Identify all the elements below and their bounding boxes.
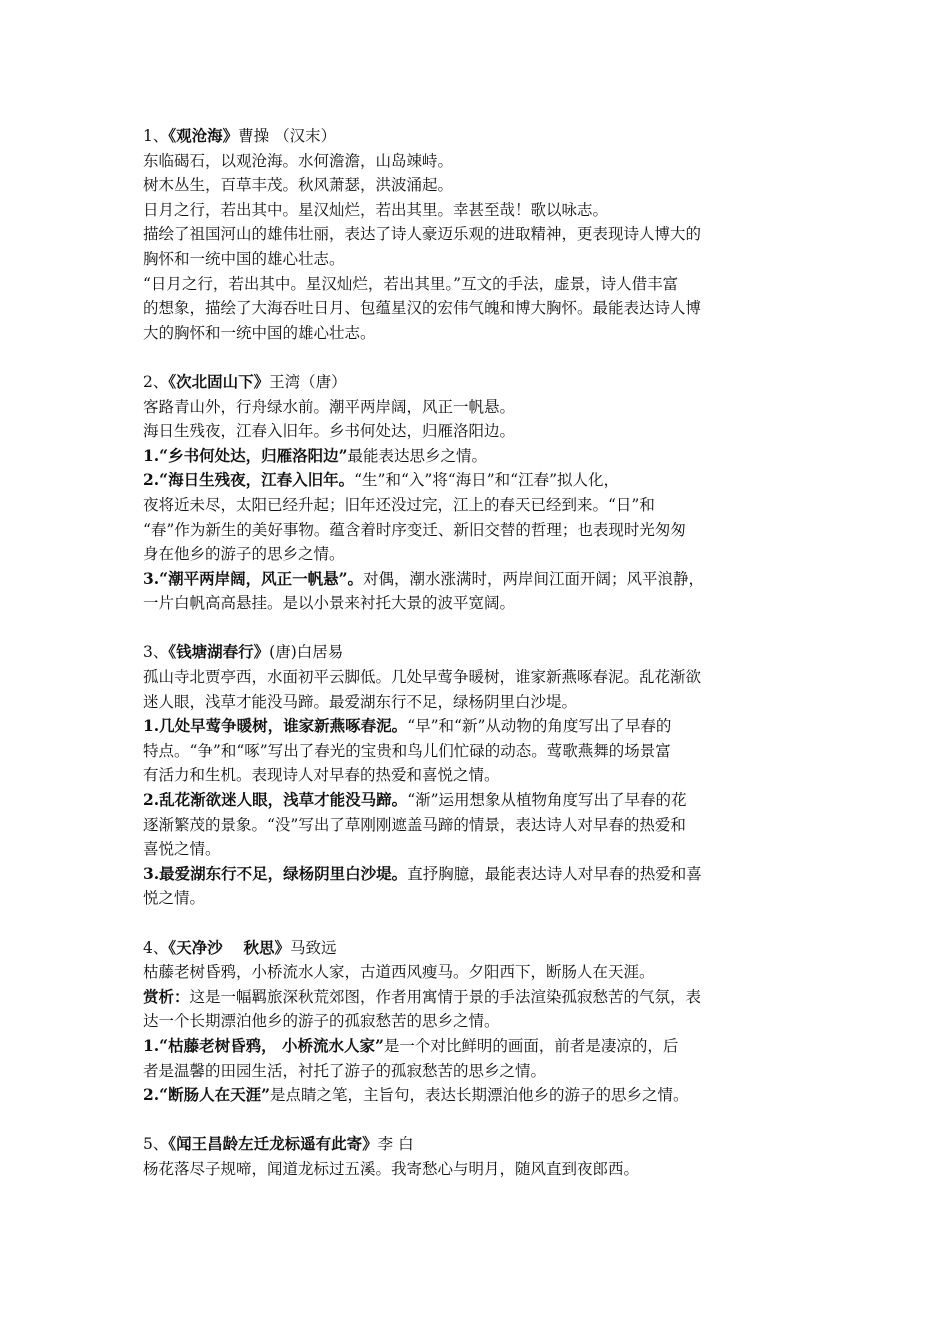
poem-line: 客路青山外，行舟绿水前。潮平两岸阔，风正一帆悬。 bbox=[143, 397, 516, 416]
note-line: 描绘了祖国河山的雄伟壮丽，表达了诗人豪迈乐观的进取精神，更表现诗人博大的 bbox=[143, 225, 702, 244]
analysis-line: “春”作为新生的美好事物。蕴含着时序变迁、新旧交替的哲理；也表现时光匆匆 bbox=[143, 520, 686, 539]
analysis-quote: 2.乱花渐欲迷人眼，浅草才能没马蹄。 bbox=[143, 790, 408, 810]
poem-section-5 bbox=[143, 1132, 813, 1181]
analysis-line bbox=[143, 468, 813, 493]
section-heading bbox=[143, 936, 813, 961]
analysis-quote: 2.“断肠人在天涯” bbox=[143, 1085, 271, 1105]
section-number: 4、 bbox=[143, 938, 169, 957]
section-heading bbox=[143, 124, 813, 149]
poem-section-1 bbox=[143, 124, 813, 345]
section-heading bbox=[143, 1132, 813, 1157]
poem-section-4 bbox=[143, 936, 813, 1108]
analysis-line bbox=[143, 985, 813, 1010]
poem-line: 日月之行，若出其中。星汉灿烂，若出其里。幸甚至哉！歌以咏志。 bbox=[143, 200, 609, 219]
section-number: 5、 bbox=[143, 1135, 169, 1154]
poem-section-3 bbox=[143, 640, 813, 911]
poem-line: 杨花落尽子规啼，闻道龙标过五溪。我寄愁心与明月，随风直到夜郎西。 bbox=[143, 1159, 640, 1178]
analysis-line bbox=[143, 567, 813, 592]
poem-line: 枯藤老树昏鸦，小桥流水人家，古道西风瘦马。夕阳西下，断肠人在天涯。 bbox=[143, 963, 655, 982]
analysis-line: 有活力和生机。表现诗人对早春的热爱和喜悦之情。 bbox=[143, 766, 500, 785]
analysis-line: 者是温馨的田园生活，衬托了游子的孤寂愁苦的思乡之情。 bbox=[143, 1061, 547, 1080]
analysis-line bbox=[143, 1083, 813, 1108]
analysis-line: 一片白帆高高悬挂。是以小景来衬托大景的波平宽阔。 bbox=[143, 594, 516, 613]
section-number: 1、 bbox=[143, 127, 169, 145]
poem-line: 迷人眼，浅草才能没马蹄。最爱湖东行不足，绿杨阴里白沙堤。 bbox=[143, 692, 578, 711]
analysis-text: 对偶，潮水涨满时，两岸间江面开阔；风平浪静， bbox=[363, 569, 705, 588]
poem-author: 李 白 bbox=[377, 1135, 414, 1154]
poem-line: 孤山寺北贾亭西，水面初平云脚低。几处早莺争暖树，谁家新燕啄春泥。乱花渐欲 bbox=[143, 668, 702, 687]
analysis-text: 最能表达思乡之情。 bbox=[347, 446, 488, 465]
analysis-line: 夜将近未尽，太阳已经升起；旧年还没过完，江上的春天已经到来。“日”和 bbox=[143, 495, 655, 514]
analysis-quote: 1.几处早莺争暖树，谁家新燕啄春泥。 bbox=[143, 716, 408, 736]
poem-title: 《天净沙 秋思》 bbox=[168, 937, 291, 957]
note-line: 的想象，描绘了大海吞吐日月、包蕴星汉的宏伟气魄和博大胸怀。最能表达诗人博 bbox=[143, 299, 702, 318]
analysis-line: 身在他乡的游子的思乡之情。 bbox=[143, 545, 345, 564]
analysis-text: 是点睛之笔，主旨句，表达长期漂泊他乡的游子的思乡之情。 bbox=[270, 1086, 689, 1105]
analysis-quote: 3.“潮平两岸阔，风正一帆悬”。 bbox=[143, 568, 364, 588]
poem-author: 马致远 bbox=[290, 938, 337, 957]
poem-title: 《闻王昌龄左迁龙标遥有此寄》 bbox=[168, 1134, 378, 1154]
analysis-line: 逐渐繁茂的景象。“没”写出了草刚刚遮盖马蹄的情景，表达诗人对早春的热爱和 bbox=[143, 815, 686, 834]
analysis-line: 特点。“争”和“啄”写出了春光的宝贵和鸟儿们忙碌的动态。莺歌燕舞的场景富 bbox=[143, 741, 671, 760]
analysis-quote: 2.“海日生残夜，江春入旧年。 bbox=[143, 470, 355, 490]
analysis-quote: 3.最爱湖东行不足，绿杨阴里白沙堤。 bbox=[143, 863, 408, 883]
analysis-text: “生”和“入”将“海日”和“江春”拟人化， bbox=[354, 471, 620, 490]
section-number: 3、 bbox=[143, 643, 169, 662]
analysis-text: “渐”运用想象从植物角度写出了早春的花 bbox=[407, 791, 687, 810]
analysis-line bbox=[143, 1034, 813, 1059]
analysis-text: 是一个对比鲜明的画面，前者是凄凉的，后 bbox=[383, 1036, 679, 1055]
note-line: “日月之行，若出其中。星汉灿烂，若出其里。”互文的手法，虚景，诗人借丰富 bbox=[143, 274, 679, 293]
analysis-text: 直抒胸臆，最能表达诗人对早春的热爱和喜 bbox=[407, 864, 702, 883]
poem-title: 《钱塘湖春行》 bbox=[168, 642, 270, 662]
poem-author: 曹操 （汉末） bbox=[238, 127, 337, 145]
analysis-label: 赏析： bbox=[143, 986, 190, 1006]
poem-title: 《观沧海》 bbox=[168, 126, 239, 145]
analysis-line bbox=[143, 788, 813, 813]
analysis-text: “早”和“新”从动物的角度写出了早春的 bbox=[407, 717, 672, 736]
analysis-quote: 1.“枯藤老树昏鸦， 小桥流水人家” bbox=[143, 1035, 384, 1055]
analysis-line: 悦之情。 bbox=[143, 889, 206, 908]
poem-author: (唐)白居易 bbox=[269, 643, 344, 662]
analysis-line bbox=[143, 444, 813, 469]
poem-line: 东临碣石，以观沧海。水何澹澹，山岛竦峙。 bbox=[143, 151, 454, 170]
note-line: 大的胸怀和一统中国的雄心壮志。 bbox=[143, 323, 376, 342]
note-line: 胸怀和一统中国的雄心壮志。 bbox=[143, 249, 345, 268]
poem-line: 海日生残夜，江春入旧年。乡书何处达，归雁洛阳边。 bbox=[143, 422, 516, 441]
poem-title: 《次北固山下》 bbox=[168, 371, 270, 391]
poem-author: 王湾（唐） bbox=[269, 372, 347, 391]
analysis-line: 喜悦之情。 bbox=[143, 840, 221, 859]
poem-section-2 bbox=[143, 370, 813, 616]
poem-line: 树木丛生，百草丰茂。秋风萧瑟，洪波涌起。 bbox=[143, 176, 454, 195]
analysis-line bbox=[143, 714, 813, 739]
analysis-quote: 1.“乡书何处达，归雁洛阳边” bbox=[143, 445, 348, 465]
section-heading bbox=[143, 370, 813, 395]
document-page bbox=[143, 124, 813, 1182]
section-number: 2、 bbox=[143, 372, 169, 391]
analysis-line bbox=[143, 862, 813, 887]
analysis-text: 这是一幅羁旅深秋荒郊图，作者用寓情于景的手法渲染孤寂愁苦的气氛，表 bbox=[189, 987, 702, 1006]
analysis-line: 达一个长期漂泊他乡的游子的孤寂愁苦的思乡之情。 bbox=[143, 1012, 500, 1031]
section-heading bbox=[143, 640, 813, 665]
